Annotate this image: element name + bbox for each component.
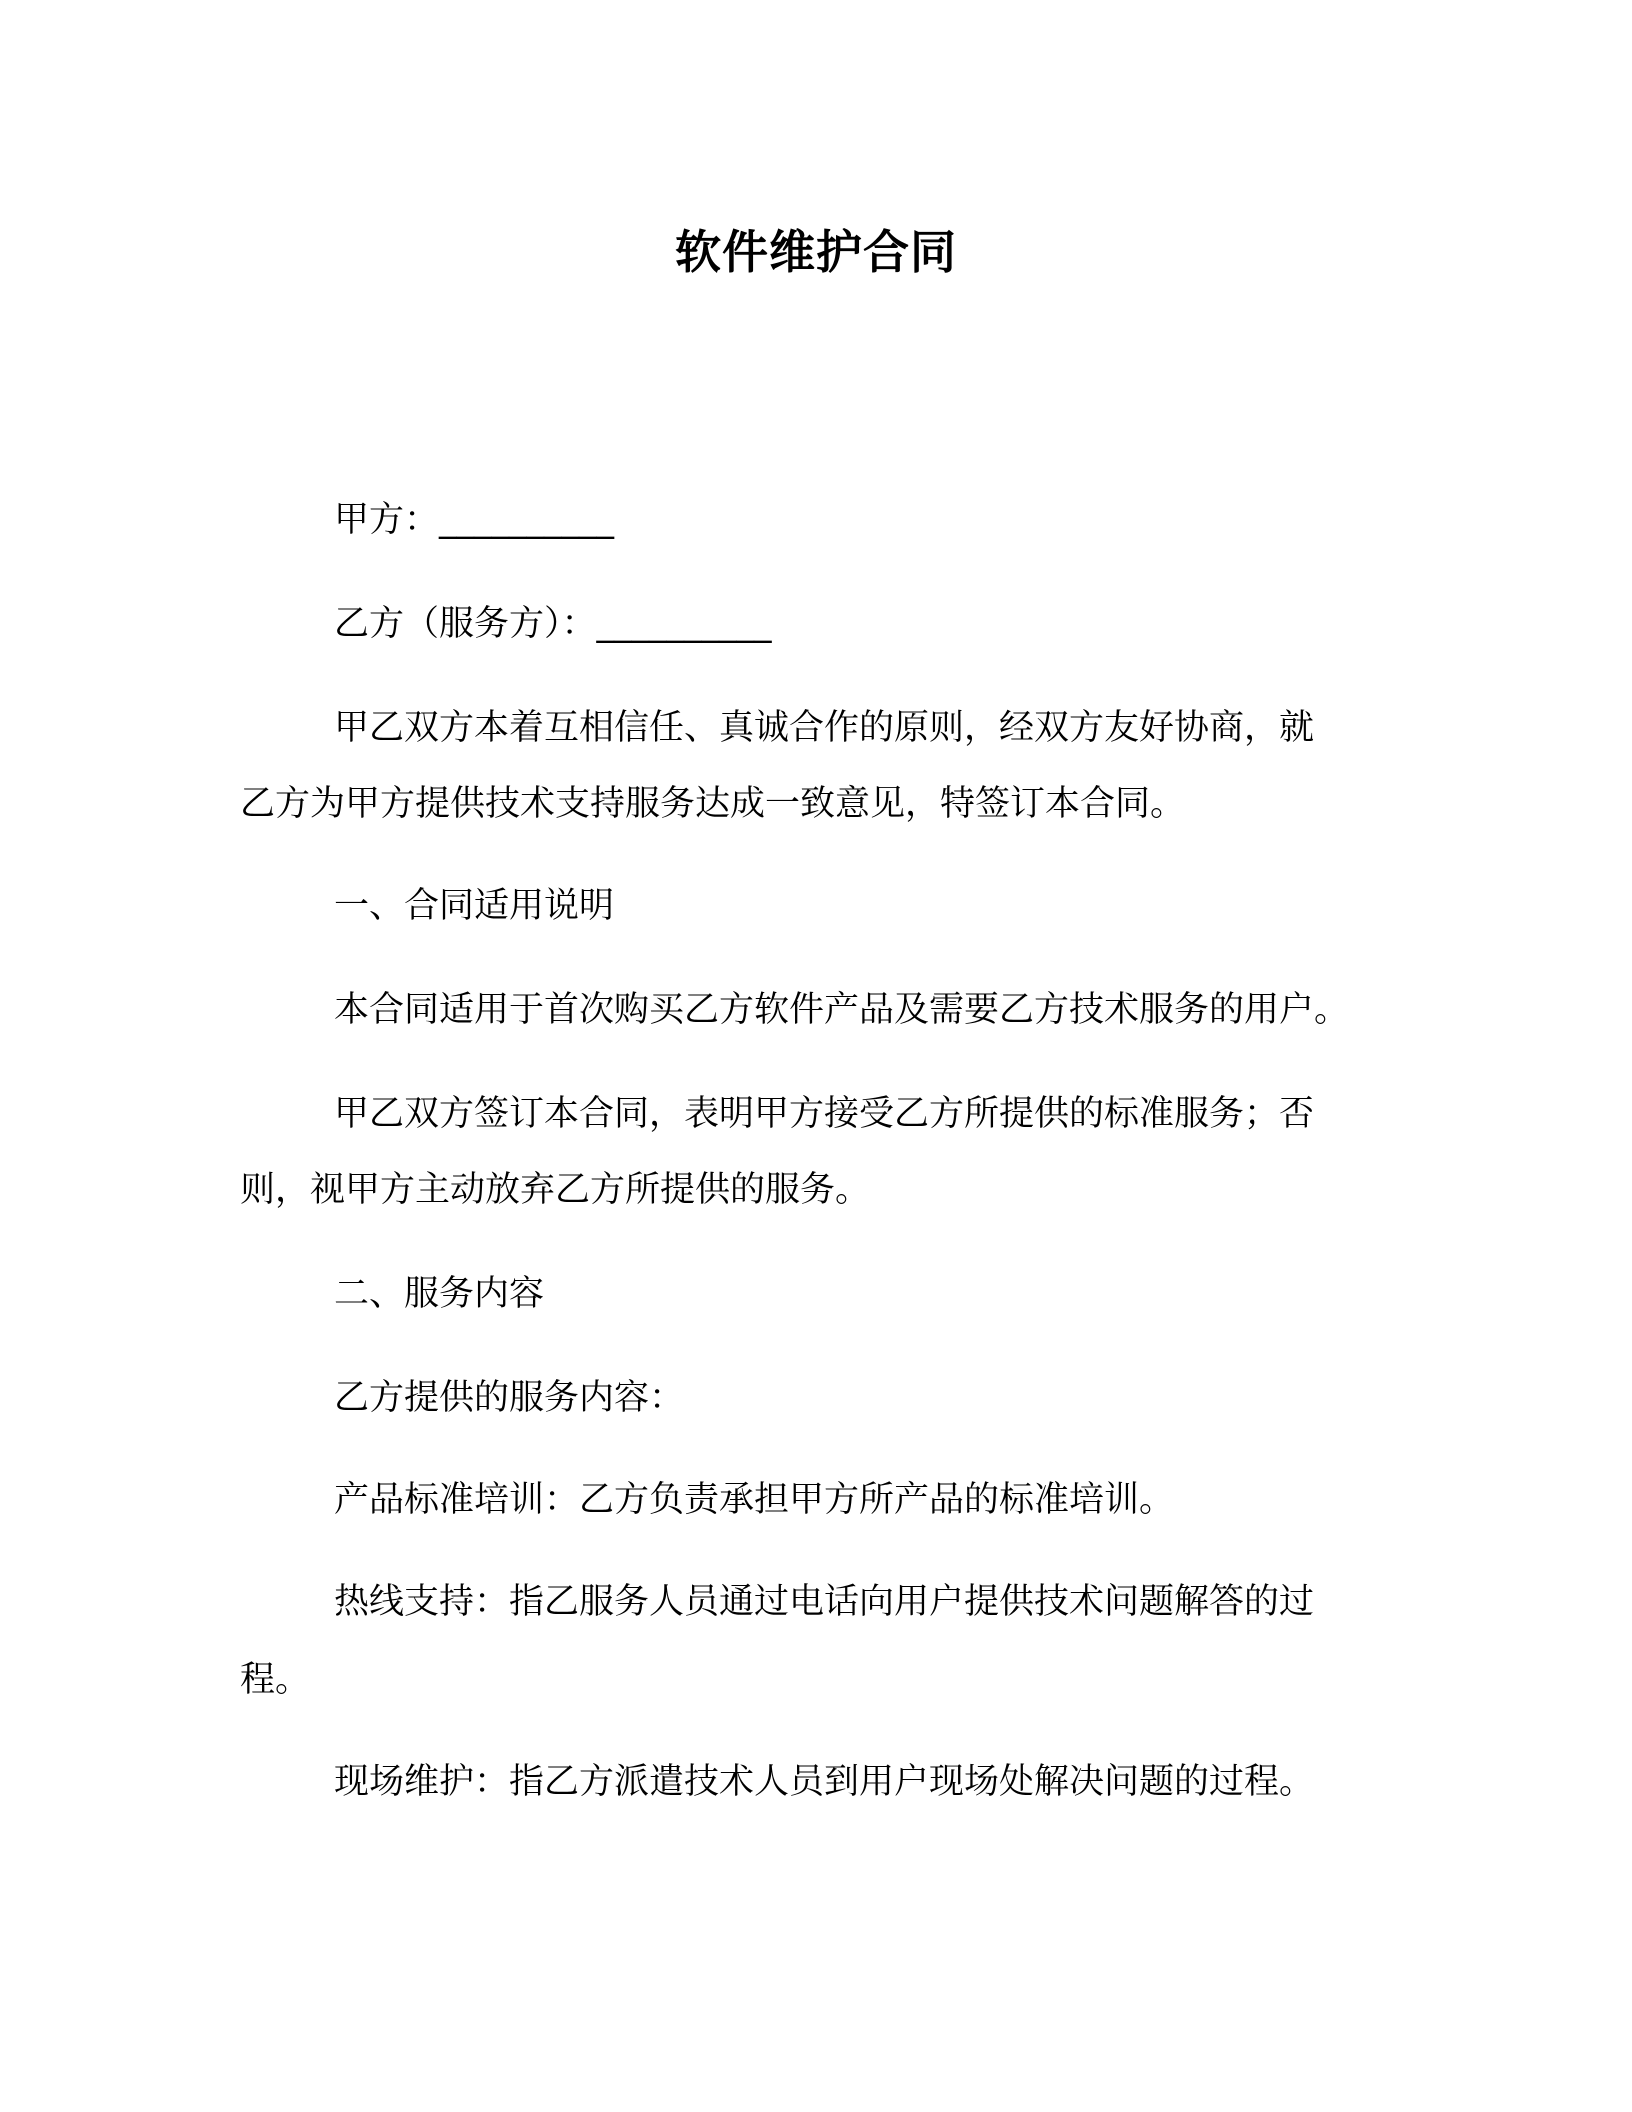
document-title: 软件维护合同 <box>675 225 957 279</box>
party-a-blank: __________ <box>439 500 615 540</box>
party-a-label: 甲方： <box>334 500 440 540</box>
section-2-heading: 二、服务内容 <box>334 1274 545 1314</box>
section-1-heading: 一、合同适用说明 <box>334 886 615 926</box>
preamble-line-2: 乙方为甲方提供技术支持服务达成一致意见，特签订本合同。 <box>240 784 1186 824</box>
party-a-line <box>334 496 614 544</box>
section-2-intro: 乙方提供的服务内容： <box>334 1378 685 1418</box>
preamble-line-1: 甲乙双方本着互相信任、真诚合作的原则，经双方友好协商，就 <box>334 708 1315 748</box>
party-b-line <box>334 600 772 648</box>
section-1-paragraph-1: 本合同适用于首次购买乙方软件产品及需要乙方技术服务的用户。 <box>334 990 1350 1030</box>
service-training: 产品标准培训：乙方负责承担甲方所产品的标准培训。 <box>334 1480 1175 1520</box>
section-1-paragraph-2-line-2: 则，视甲方主动放弃乙方所提供的服务。 <box>240 1170 871 1210</box>
party-b-label: 乙方（服务方）： <box>334 604 597 644</box>
service-onsite: 现场维护：指乙方派遣技术人员到用户现场处解决问题的过程。 <box>334 1762 1315 1802</box>
service-hotline-line-1: 热线支持：指乙服务人员通过电话向用户提供技术问题解答的过 <box>334 1582 1315 1622</box>
service-hotline-line-2: 程。 <box>240 1660 311 1700</box>
party-b-blank: __________ <box>596 604 772 644</box>
section-1-paragraph-2-line-1: 甲乙双方签订本合同，表明甲方接受乙方所提供的标准服务；否 <box>334 1094 1315 1134</box>
